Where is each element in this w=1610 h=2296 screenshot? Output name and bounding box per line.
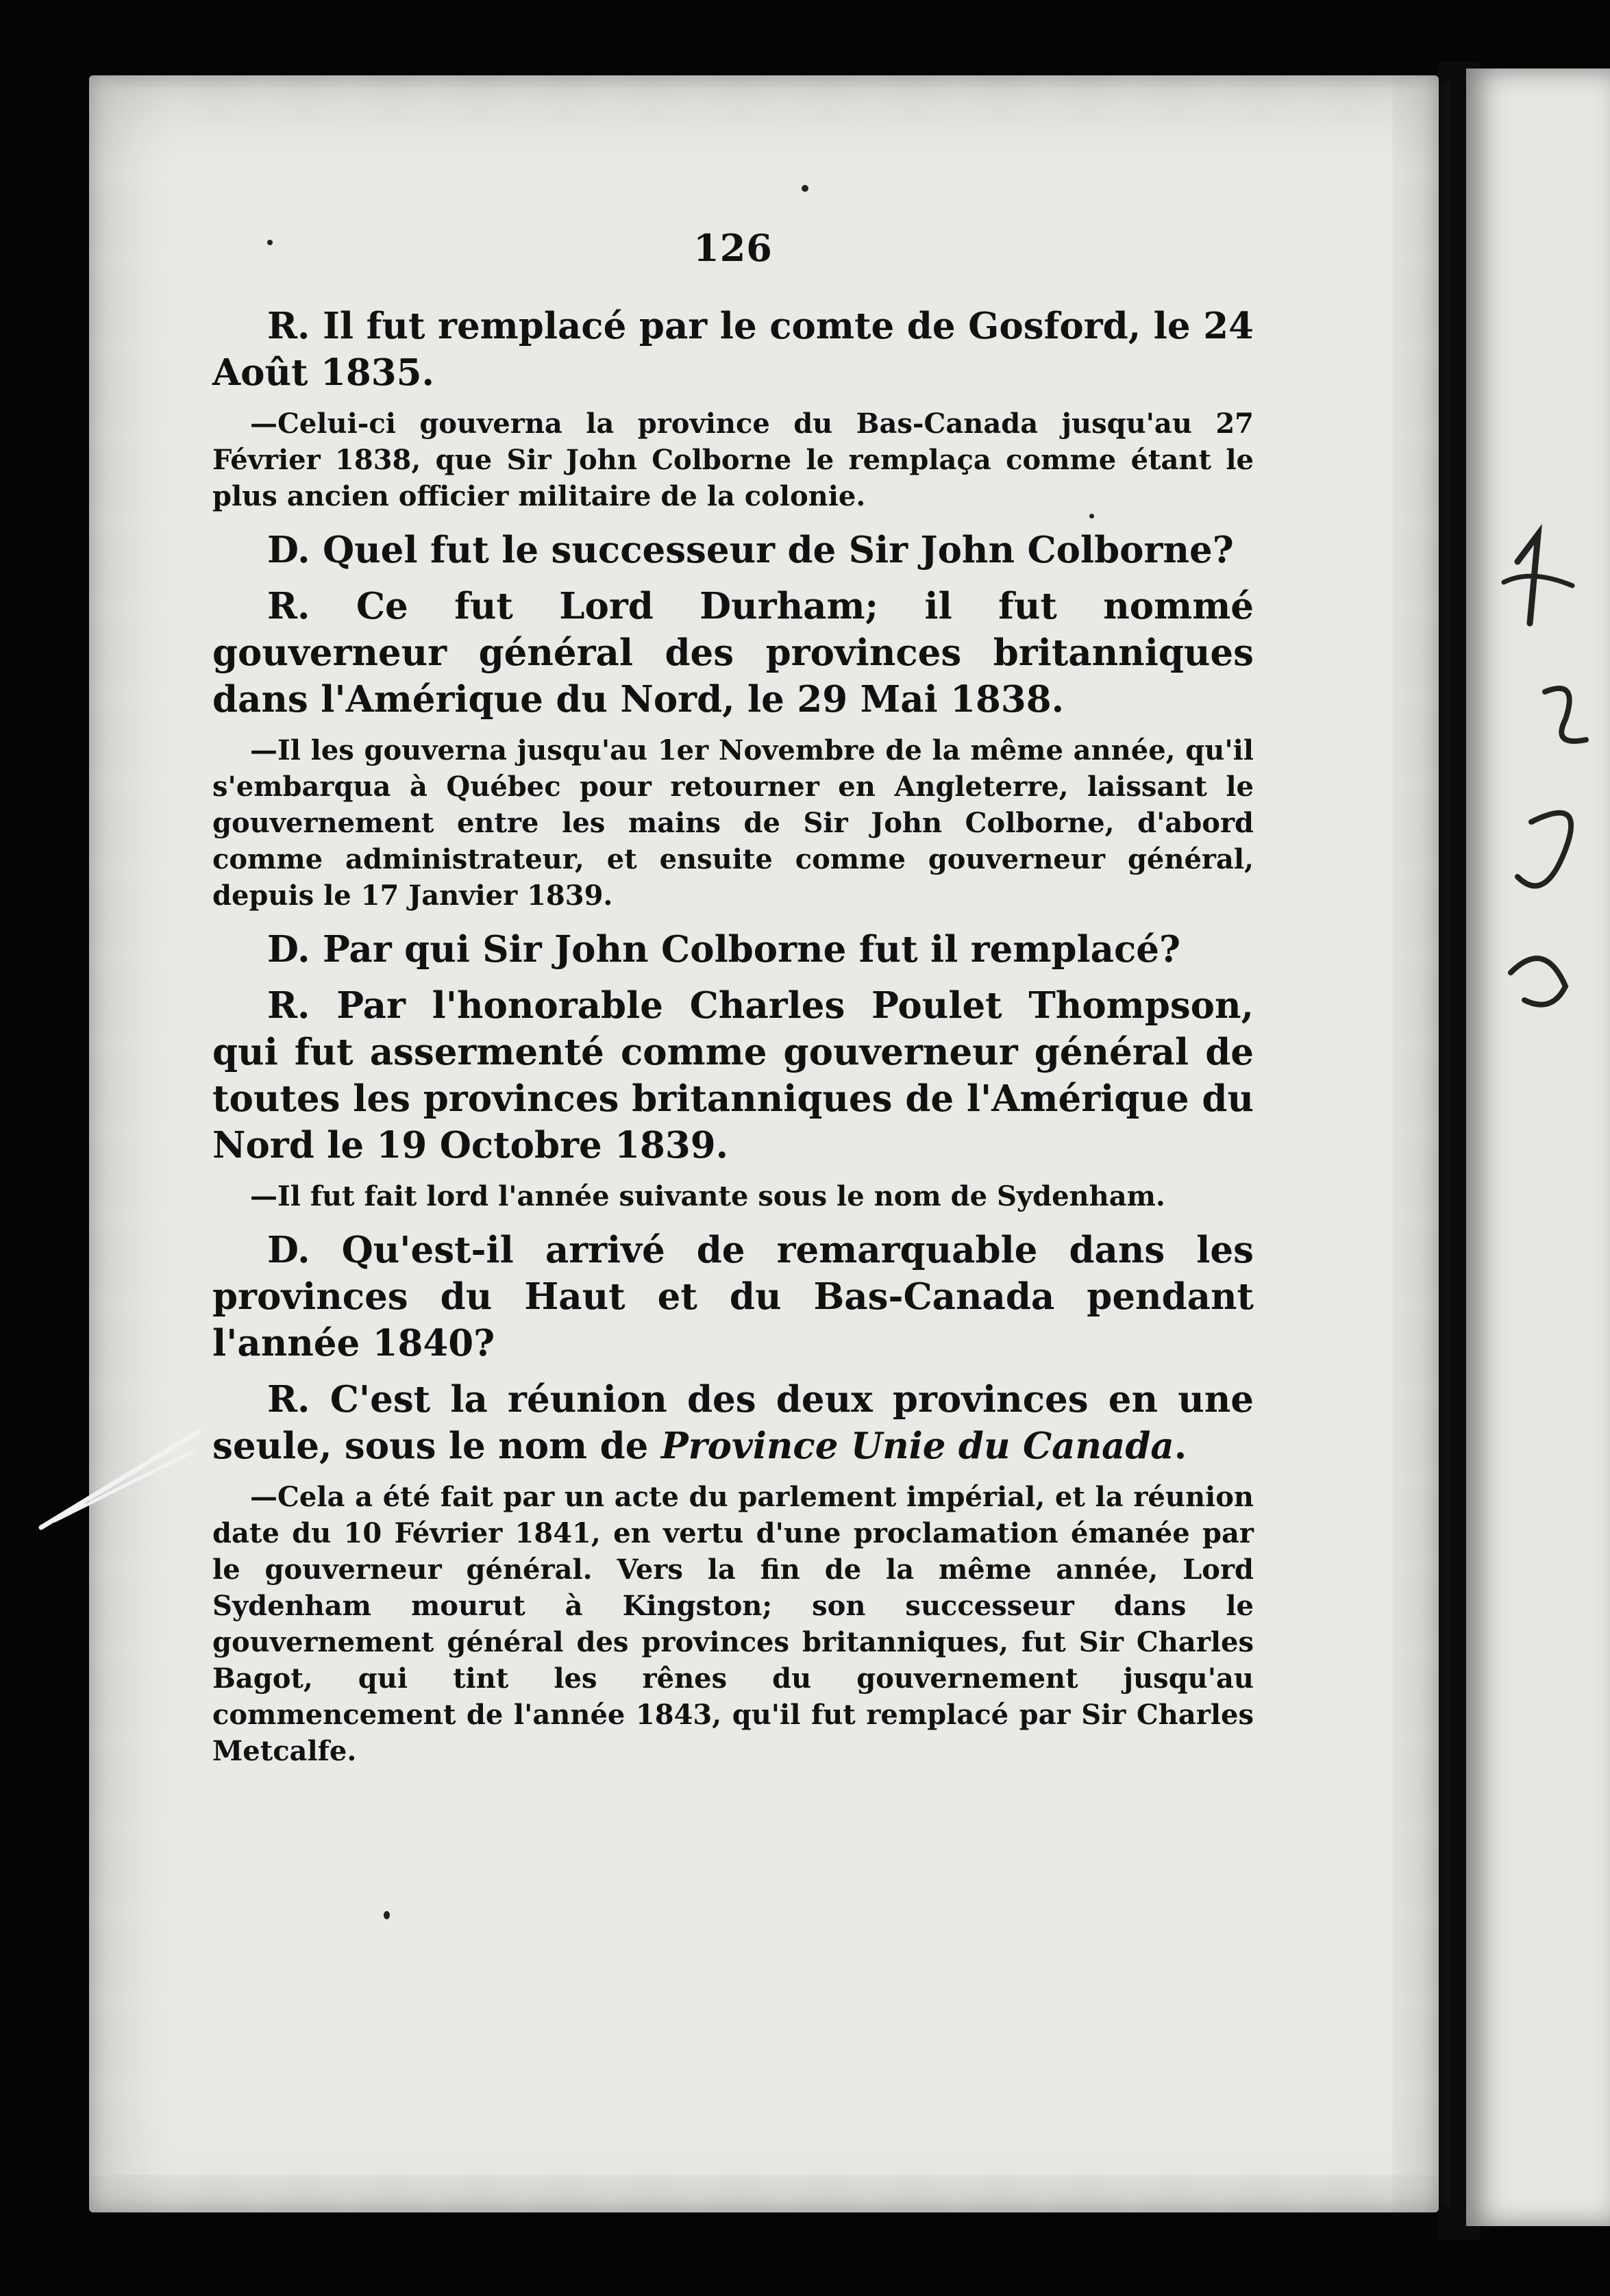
answer-end: .: [1174, 1425, 1187, 1467]
ink-speck: [802, 185, 808, 192]
facing-page: [1466, 68, 1610, 2226]
note-paragraph: —Il les gouverna jusqu'au 1er Novembre de la même année, qu'il s'embarqua à Québec pour retourner en Angleterre, laissant le gouvernement entre les mains de Sir John Colborne, d'abord comme administrateur, et ensuite comme gouverneur général, depuis le 17 Janvier 1839.: [212, 734, 1254, 912]
question-paragraph: D. Quel fut le successeur de Sir John Colborne?: [267, 529, 1234, 571]
ink-speck: [384, 1911, 390, 1919]
question-paragraph: D. Par qui Sir John Colborne fut il remplacé?: [267, 928, 1181, 971]
handwritten-marks: [1490, 521, 1600, 1041]
answer-paragraph: R. Par l'honorable Charles Poulet Thompson, qui fut assermenté comme gouverneur général de toutes les provinces britanniques de l'Amérique du Nord le 19 Octobre 1839.: [212, 984, 1254, 1166]
answer-text: R. C'est la réunion des deux provinces en une seule, sous le nom de: [212, 1378, 1254, 1467]
margin-arrow-mark: [27, 1425, 206, 1534]
page-edge-line: [1444, 82, 1450, 2206]
italic-term: Province Unie du Canada: [660, 1425, 1174, 1467]
page-content: [212, 226, 1254, 1782]
note-paragraph: —Celui-ci gouverna la province du Bas-Canada jusqu'au 27 Février 1838, que Sir John Colborne le remplaça comme étant le plus ancien officier militaire de la colonie.: [212, 408, 1254, 512]
page-number: 126: [693, 226, 773, 270]
question-paragraph: D. Qu'est-il arrivé de remarquable dans les provinces du Haut et du Bas-Canada pendant l'année 1840?: [212, 1229, 1254, 1364]
note-paragraph: —Il fut fait lord l'année suivante sous le nom de Sydenham.: [250, 1180, 1165, 1212]
answer-paragraph: [212, 1376, 1254, 1469]
answer-paragraph: R. Il fut remplacé par le comte de Gosford, le 24 Août 1835.: [212, 305, 1254, 394]
note-paragraph: —Cela a été fait par un acte du parlement impérial, et la réunion date du 10 Février 1841, en vertu d'une proclamation émanée par le gouverneur général. Vers la fin de la même année, Lord Sydenham mourut à Kingston; son successeur dans le gouvernement général des provinces britanniques, fut Sir Charles Bagot, qui tint les rênes du gouvernement jusqu'au commencement de l'année 1843, qu'il fut remplacé par Sir Charles Metcalfe.: [212, 1481, 1254, 1767]
answer-paragraph: R. Ce fut Lord Durham; il fut nommé gouverneur général des provinces britanniques dans l'Amérique du Nord, le 29 Mai 1838.: [212, 585, 1254, 721]
